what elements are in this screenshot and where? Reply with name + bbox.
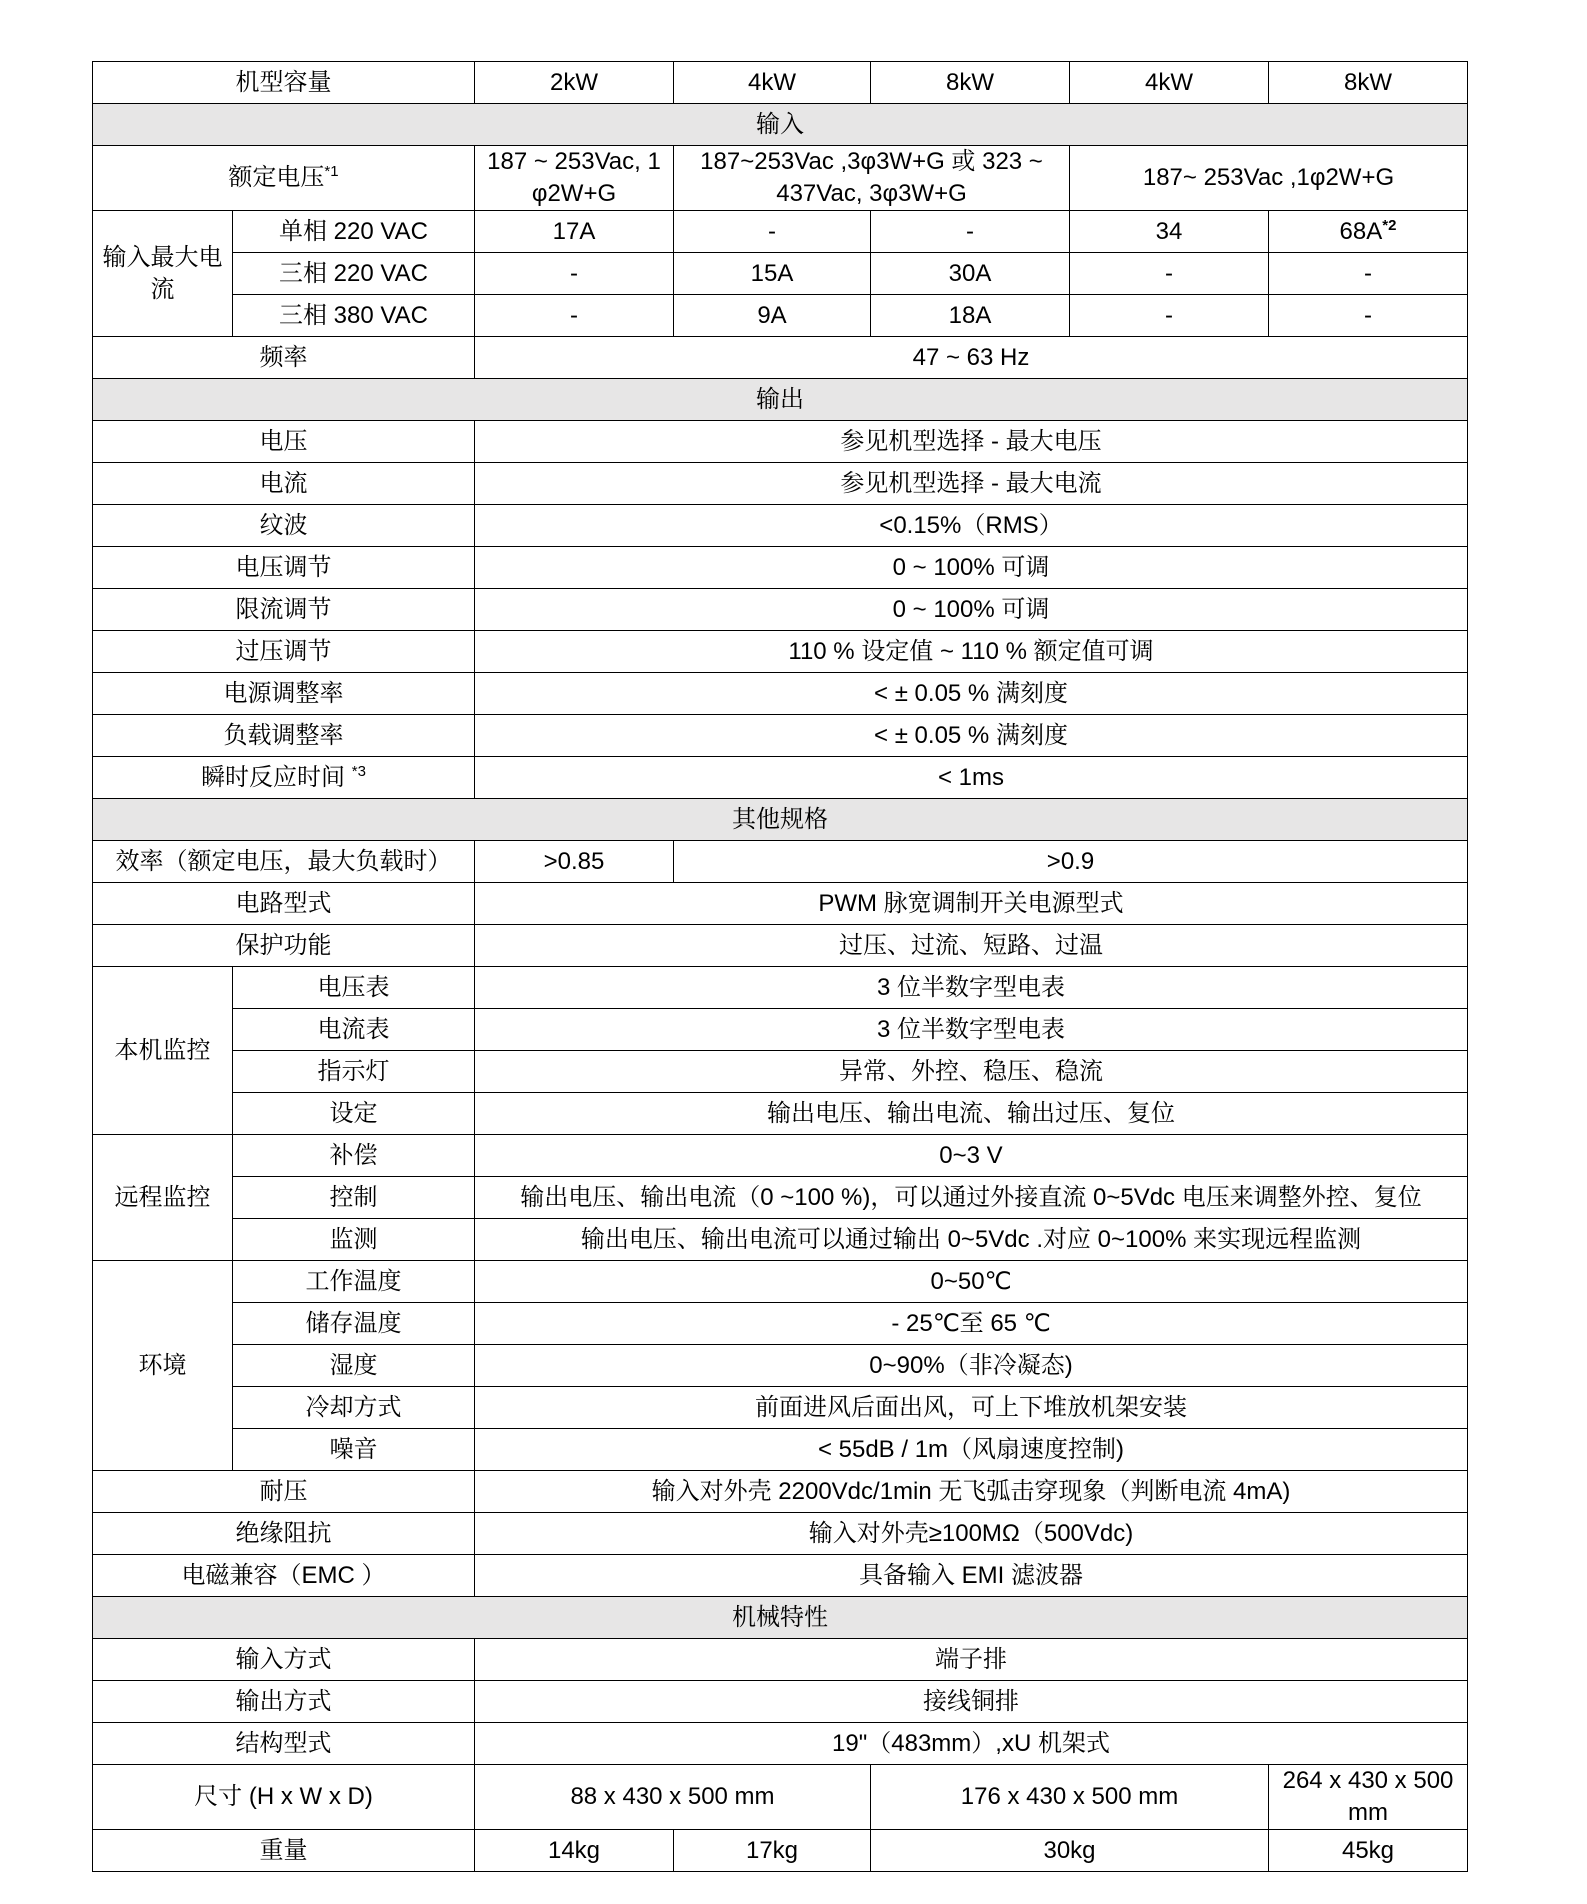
circuit-row bbox=[93, 883, 1468, 925]
output-label: 电源调整率 bbox=[93, 673, 475, 715]
remote-monitor-value: 0~3 V bbox=[475, 1135, 1468, 1177]
model-header-8kw-a: 8kW bbox=[871, 62, 1070, 104]
withstand-voltage-value: 输入对外壳 2200Vdc/1min 无飞弧击穿现象（判断电流 4mA) bbox=[475, 1471, 1468, 1513]
max-current-value: 30A bbox=[871, 253, 1070, 295]
emc-label: 电磁兼容（EMC ） bbox=[93, 1555, 475, 1597]
remote-monitor-sub-label: 监测 bbox=[233, 1219, 475, 1261]
dimensions-value: 176 x 430 x 500 mm bbox=[871, 1765, 1269, 1830]
rated-voltage-single-phase: 187~ 253Vac ,1φ2W+G bbox=[1070, 146, 1468, 211]
efficiency-row bbox=[93, 841, 1468, 883]
output-label: 过压调节 bbox=[93, 631, 475, 673]
max-current-footnote: *2 bbox=[1382, 216, 1397, 234]
max-current-row bbox=[93, 253, 1468, 295]
frequency-value: 47 ~ 63 Hz bbox=[475, 337, 1468, 379]
local-monitor-sub-label: 设定 bbox=[233, 1093, 475, 1135]
output-row bbox=[93, 589, 1468, 631]
structure-value: 19"（483mm）,xU 机架式 bbox=[475, 1723, 1468, 1765]
remote-monitor-row bbox=[93, 1135, 1468, 1177]
output-label: 电压 bbox=[93, 421, 475, 463]
max-current-value: 15A bbox=[674, 253, 871, 295]
input-method-value: 端子排 bbox=[475, 1639, 1468, 1681]
environment-row bbox=[93, 1345, 1468, 1387]
structure-row bbox=[93, 1723, 1468, 1765]
rated-voltage-row bbox=[93, 146, 1468, 211]
max-current-value-text: 68A bbox=[1339, 217, 1383, 245]
environment-row bbox=[93, 1303, 1468, 1345]
environment-sub-label: 湿度 bbox=[233, 1345, 475, 1387]
dimensions-value: 88 x 430 x 500 mm bbox=[475, 1765, 871, 1830]
output-label: 电流 bbox=[93, 463, 475, 505]
environment-row bbox=[93, 1261, 1468, 1303]
output-row bbox=[93, 715, 1468, 757]
output-value: 0 ~ 100% 可调 bbox=[475, 589, 1468, 631]
transient-response-row bbox=[93, 757, 1468, 799]
local-monitor-label: 本机监控 bbox=[93, 967, 233, 1135]
circuit-label: 电路型式 bbox=[93, 883, 475, 925]
rated-voltage-footnote: *1 bbox=[324, 163, 339, 180]
rated-voltage-2kw: 187 ~ 253Vac, 1 φ2W+G bbox=[475, 146, 674, 211]
local-monitor-value: 3 位半数字型电表 bbox=[475, 1009, 1468, 1051]
output-row bbox=[93, 505, 1468, 547]
local-monitor-sub-label: 电压表 bbox=[233, 967, 475, 1009]
local-monitor-row bbox=[93, 1051, 1468, 1093]
weight-value: 30kg bbox=[871, 1830, 1269, 1872]
output-value: < ± 0.05 % 满刻度 bbox=[475, 673, 1468, 715]
remote-monitor-sub-label: 控制 bbox=[233, 1177, 475, 1219]
output-label: 负载调整率 bbox=[93, 715, 475, 757]
output-row bbox=[93, 463, 1468, 505]
local-monitor-value: 3 位半数字型电表 bbox=[475, 967, 1468, 1009]
output-value: < ± 0.05 % 满刻度 bbox=[475, 715, 1468, 757]
frequency-label: 频率 bbox=[93, 337, 475, 379]
output-label: 纹波 bbox=[93, 505, 475, 547]
section-output-row bbox=[93, 379, 1468, 421]
insulation-label: 绝缘阻抗 bbox=[93, 1513, 475, 1555]
protection-label: 保护功能 bbox=[93, 925, 475, 967]
model-header-4kw-b: 4kW bbox=[1070, 62, 1269, 104]
transient-response-label bbox=[93, 757, 475, 799]
environment-value: 0~50℃ bbox=[475, 1261, 1468, 1303]
local-monitor-row bbox=[93, 967, 1468, 1009]
local-monitor-value: 异常、外控、稳压、稳流 bbox=[475, 1051, 1468, 1093]
max-current-sub-label: 单相 220 VAC bbox=[233, 211, 475, 253]
output-method-label: 输出方式 bbox=[93, 1681, 475, 1723]
max-current-value: - bbox=[1070, 253, 1269, 295]
max-current-value: - bbox=[674, 211, 871, 253]
dimensions-value: 264 x 430 x 500 mm bbox=[1269, 1765, 1468, 1830]
section-mechanical-title: 机械特性 bbox=[93, 1597, 1468, 1639]
remote-monitor-row bbox=[93, 1177, 1468, 1219]
output-label: 限流调节 bbox=[93, 589, 475, 631]
max-current-value: 17A bbox=[475, 211, 674, 253]
environment-value: 0~90%（非冷凝态) bbox=[475, 1345, 1468, 1387]
dimensions-row bbox=[93, 1765, 1468, 1830]
output-method-row bbox=[93, 1681, 1468, 1723]
emc-value: 具备输入 EMI 滤波器 bbox=[475, 1555, 1468, 1597]
withstand-voltage-row bbox=[93, 1471, 1468, 1513]
local-monitor-row bbox=[93, 1009, 1468, 1051]
model-capacity-row bbox=[93, 62, 1468, 104]
weight-row bbox=[93, 1830, 1468, 1872]
model-capacity-label: 机型容量 bbox=[93, 62, 475, 104]
environment-value: < 55dB / 1m（风扇速度控制) bbox=[475, 1429, 1468, 1471]
environment-sub-label: 工作温度 bbox=[233, 1261, 475, 1303]
max-current-value: 9A bbox=[674, 295, 871, 337]
weight-value: 14kg bbox=[475, 1830, 674, 1872]
remote-monitor-value: 输出电压、输出电流可以通过输出 0~5Vdc .对应 0~100% 来实现远程监测 bbox=[475, 1219, 1468, 1261]
max-current-value: - bbox=[871, 211, 1070, 253]
output-value: 0 ~ 100% 可调 bbox=[475, 547, 1468, 589]
environment-value: - 25℃至 65 ℃ bbox=[475, 1303, 1468, 1345]
max-current-value: - bbox=[1070, 295, 1269, 337]
protection-row bbox=[93, 925, 1468, 967]
local-monitor-sub-label: 电流表 bbox=[233, 1009, 475, 1051]
transient-response-label-text: 瞬时反应时间 bbox=[201, 763, 352, 791]
dimensions-label: 尺寸 (H x W x D) bbox=[93, 1765, 475, 1830]
environment-row bbox=[93, 1387, 1468, 1429]
local-monitor-row bbox=[93, 1093, 1468, 1135]
model-header-2kw: 2kW bbox=[475, 62, 674, 104]
output-label: 电压调节 bbox=[93, 547, 475, 589]
environment-sub-label: 噪音 bbox=[233, 1429, 475, 1471]
section-input-row bbox=[93, 104, 1468, 146]
circuit-value: PWM 脉宽调制开关电源型式 bbox=[475, 883, 1468, 925]
transient-response-value: < 1ms bbox=[475, 757, 1468, 799]
max-current-row bbox=[93, 295, 1468, 337]
environment-sub-label: 储存温度 bbox=[233, 1303, 475, 1345]
max-current-value: 34 bbox=[1070, 211, 1269, 253]
remote-monitor-label: 远程监控 bbox=[93, 1135, 233, 1261]
insulation-value: 输入对外壳≥100MΩ（500Vdc) bbox=[475, 1513, 1468, 1555]
weight-label: 重量 bbox=[93, 1830, 475, 1872]
rated-voltage-three-phase: 187~253Vac ,3φ3W+G 或 323 ~ 437Vac, 3φ3W+G bbox=[674, 146, 1070, 211]
max-current-row bbox=[93, 211, 1468, 253]
max-current-value: - bbox=[475, 253, 674, 295]
section-mechanical-row bbox=[93, 1597, 1468, 1639]
environment-row bbox=[93, 1429, 1468, 1471]
structure-label: 结构型式 bbox=[93, 1723, 475, 1765]
rated-voltage-label bbox=[93, 146, 475, 211]
section-other-title: 其他规格 bbox=[93, 799, 1468, 841]
emc-row bbox=[93, 1555, 1468, 1597]
output-value: 110 % 设定值 ~ 110 % 额定值可调 bbox=[475, 631, 1468, 673]
transient-response-footnote: *3 bbox=[351, 762, 366, 780]
local-monitor-sub-label: 指示灯 bbox=[233, 1051, 475, 1093]
output-row bbox=[93, 673, 1468, 715]
output-row bbox=[93, 547, 1468, 589]
input-method-row bbox=[93, 1639, 1468, 1681]
local-monitor-value: 输出电压、输出电流、输出过压、复位 bbox=[475, 1093, 1468, 1135]
section-output-title: 输出 bbox=[93, 379, 1468, 421]
model-header-8kw-b: 8kW bbox=[1269, 62, 1468, 104]
output-row bbox=[93, 421, 1468, 463]
spec-table bbox=[92, 61, 1468, 1872]
output-value: 参见机型选择 - 最大电流 bbox=[475, 463, 1468, 505]
max-current-value: - bbox=[1269, 295, 1468, 337]
efficiency-label: 效率（额定电压，最大负载时） bbox=[93, 841, 475, 883]
protection-value: 过压、过流、短路、过温 bbox=[475, 925, 1468, 967]
remote-monitor-row bbox=[93, 1219, 1468, 1261]
section-input-title: 输入 bbox=[93, 104, 1468, 146]
remote-monitor-value: 输出电压、输出电流（0 ~100 %)，可以通过外接直流 0~5Vdc 电压来调整外控、复位 bbox=[475, 1177, 1468, 1219]
withstand-voltage-label: 耐压 bbox=[93, 1471, 475, 1513]
output-value: <0.15%（RMS） bbox=[475, 505, 1468, 547]
model-header-4kw-a: 4kW bbox=[674, 62, 871, 104]
frequency-row bbox=[93, 337, 1468, 379]
output-value: 参见机型选择 - 最大电压 bbox=[475, 421, 1468, 463]
environment-sub-label: 冷却方式 bbox=[233, 1387, 475, 1429]
weight-value: 17kg bbox=[674, 1830, 871, 1872]
output-row bbox=[93, 631, 1468, 673]
max-current-value bbox=[1269, 211, 1468, 253]
output-method-value: 接线铜排 bbox=[475, 1681, 1468, 1723]
max-current-value: 18A bbox=[871, 295, 1070, 337]
environment-value: 前面进风后面出风，可上下堆放机架安装 bbox=[475, 1387, 1468, 1429]
section-other-row bbox=[93, 799, 1468, 841]
remote-monitor-sub-label: 补偿 bbox=[233, 1135, 475, 1177]
max-current-sub-label: 三相 380 VAC bbox=[233, 295, 475, 337]
max-current-label: 输入最大电 流 bbox=[93, 211, 233, 337]
efficiency-other-models: >0.9 bbox=[674, 841, 1468, 883]
environment-label: 环境 bbox=[93, 1261, 233, 1471]
max-current-value: - bbox=[1269, 253, 1468, 295]
efficiency-2kw: >0.85 bbox=[475, 841, 674, 883]
rated-voltage-label-text: 额定电压 bbox=[228, 164, 325, 191]
weight-value: 45kg bbox=[1269, 1830, 1468, 1872]
max-current-value: - bbox=[475, 295, 674, 337]
max-current-sub-label: 三相 220 VAC bbox=[233, 253, 475, 295]
input-method-label: 输入方式 bbox=[93, 1639, 475, 1681]
insulation-row bbox=[93, 1513, 1468, 1555]
